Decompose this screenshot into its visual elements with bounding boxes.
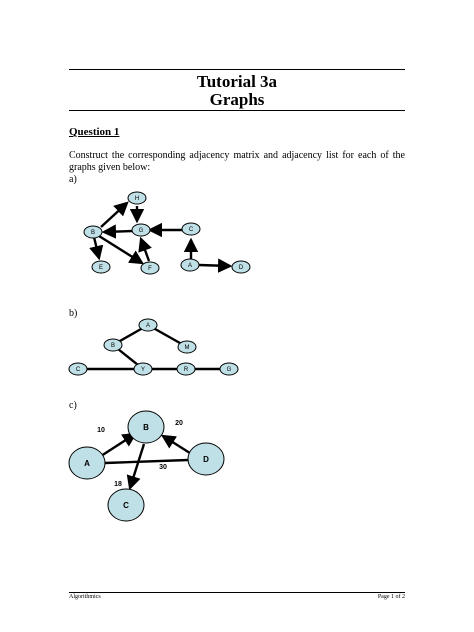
page-subtitle: Graphs — [209, 90, 265, 109]
edge-g-b — [104, 231, 133, 232]
edge-b-e — [94, 237, 99, 258]
svg-text:Y: Y — [140, 367, 146, 373]
part-b-label: b) — [69, 308, 78, 319]
weight-b-c: 18 — [114, 481, 122, 488]
graph-a-node-h — [128, 192, 146, 204]
svg-text:A: A — [187, 263, 193, 269]
graph-c-node-a — [69, 447, 105, 479]
edge-b-h — [101, 203, 127, 227]
graph-a-node-b — [84, 226, 102, 238]
graph-a-node-d — [232, 261, 250, 273]
question-heading: Question 1 — [69, 126, 120, 138]
footer-page-number: Page 1 of 2 — [377, 594, 405, 600]
weight-a-b: 10 — [97, 427, 105, 434]
graph-b-node-g — [220, 363, 238, 375]
graph-a-edges — [94, 203, 230, 266]
svg-text:A: A — [84, 459, 90, 468]
graph-c-node-d — [188, 443, 224, 475]
svg-text:C: C — [123, 501, 129, 510]
svg-text:B: B — [90, 230, 96, 236]
graph-a-node-e — [92, 261, 110, 273]
edge-d-b-weighted — [163, 436, 193, 455]
part-c-label: c) — [69, 400, 77, 411]
graph-b-node-m — [178, 341, 196, 353]
svg-text:A: A — [145, 323, 151, 329]
svg-text:D: D — [203, 455, 209, 464]
graph-a-node-f — [141, 262, 159, 274]
graph-b-edges — [78, 325, 229, 369]
edge-a-b-weighted — [101, 434, 135, 456]
graph-c-node-b — [128, 411, 164, 443]
svg-text:F: F — [148, 266, 152, 272]
graph-b-node-y — [134, 363, 152, 375]
graph-c-node-c — [108, 489, 144, 521]
svg-text:E: E — [98, 265, 104, 271]
edge-b-c-weighted — [130, 444, 144, 488]
edge-a-d-weighted — [105, 460, 188, 463]
footer-rule — [69, 592, 405, 593]
graph-b-node-c — [69, 363, 87, 375]
svg-text:H: H — [134, 196, 140, 202]
graph-a-node-g — [132, 224, 150, 236]
edge-a-d — [199, 265, 230, 266]
edge-b-f — [99, 236, 142, 263]
footer-left: Algorithmics — [69, 594, 101, 600]
graph-b-node-r — [177, 363, 195, 375]
svg-text:B: B — [143, 423, 149, 432]
svg-text:D: D — [238, 265, 244, 271]
page-title: Tutorial 3a — [196, 72, 278, 91]
graph-a-node-a — [181, 259, 199, 271]
svg-text:M: M — [184, 345, 190, 351]
svg-text:C: C — [188, 227, 194, 233]
graph-b-node-a — [139, 319, 157, 331]
graph-b-node-b — [104, 339, 122, 351]
question-text: Construct the corresponding adjacency matrix and adjacency list for each of the graphs given below: — [69, 150, 405, 173]
weight-a-d: 30 — [159, 464, 167, 471]
svg-text:C: C — [75, 367, 81, 373]
weight-d-b: 20 — [175, 420, 183, 427]
edge-f-g — [141, 239, 149, 261]
svg-text:G: G — [226, 367, 232, 373]
part-a-label: a) — [69, 174, 77, 185]
graph-a-node-c — [182, 223, 200, 235]
svg-text:G: G — [138, 228, 144, 234]
svg-text:B: B — [110, 343, 116, 349]
svg-text:R: R — [183, 367, 189, 373]
